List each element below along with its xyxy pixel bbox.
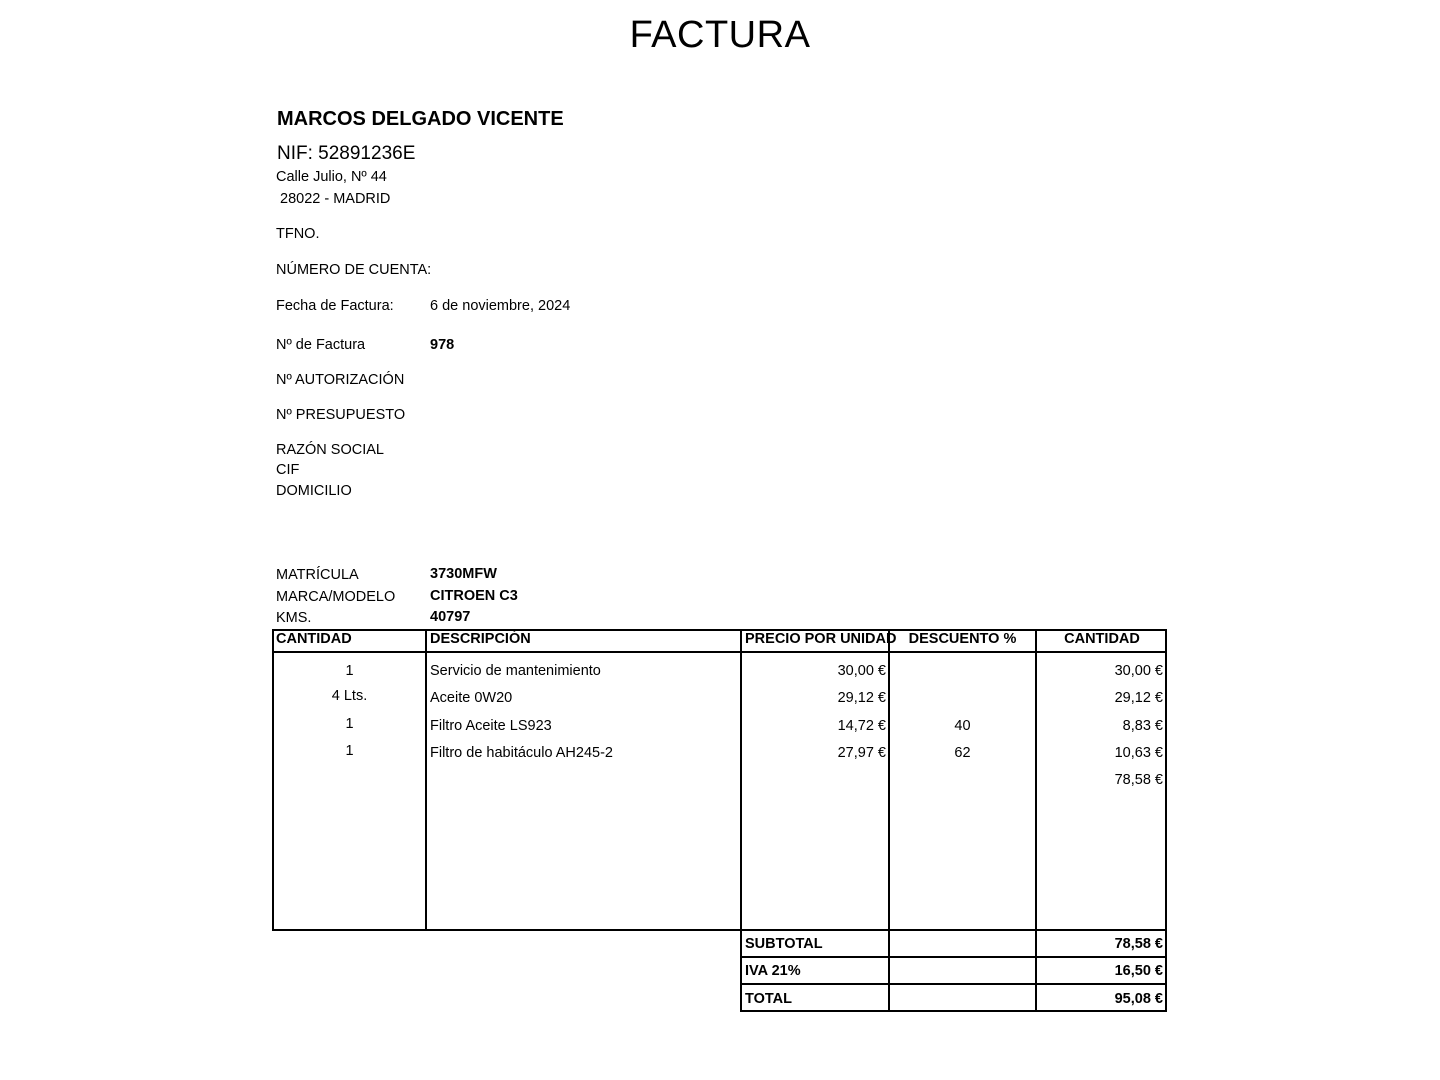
cif-label: CIF — [276, 462, 300, 478]
header-amount: CANTIDAD — [1064, 631, 1140, 647]
model-label: MARCA/MODELO — [276, 589, 396, 605]
invoice-date-label: Fecha de Factura: — [276, 298, 394, 314]
model-value: CITROEN C3 — [430, 588, 518, 604]
totals-column-divider — [888, 929, 890, 1012]
header-discount: DESCUENTO % — [908, 631, 1017, 647]
client-address-label: DOMICILIO — [276, 483, 352, 499]
header-unit-price: PRECIO POR UNIDAD — [745, 631, 897, 647]
row-quantity: 1 — [345, 663, 354, 679]
table-header-divider — [272, 651, 1167, 653]
account-label: NÚMERO DE CUENTA: — [276, 262, 432, 278]
totals-row-divider — [740, 983, 1167, 985]
vat-label: IVA 21% — [745, 963, 801, 979]
issuer-address-line2: 28022 - MADRID — [280, 191, 391, 207]
row-amount: 10,63 € — [1114, 745, 1163, 761]
authorization-label: Nº AUTORIZACIÓN — [276, 372, 405, 388]
total-label: TOTAL — [745, 991, 792, 1007]
plate-label: MATRÍCULA — [276, 567, 359, 583]
row-discount: 40 — [954, 718, 971, 734]
row-quantity: 4 Lts. — [331, 688, 368, 704]
phone-label: TFNO. — [276, 226, 320, 242]
row-unit-price: 29,12 € — [837, 690, 886, 706]
header-quantity: CANTIDAD — [276, 631, 352, 647]
table-column-divider — [888, 629, 890, 931]
row-amount: 29,12 € — [1114, 690, 1163, 706]
invoice-date-value: 6 de noviembre, 2024 — [430, 298, 571, 314]
row-description: Filtro de habitáculo AH245-2 — [430, 745, 613, 761]
row-quantity: 1 — [345, 716, 354, 732]
row-amount: 30,00 € — [1114, 663, 1163, 679]
vat-value: 16,50 € — [1114, 963, 1163, 979]
row-amount: 8,83 € — [1122, 718, 1163, 734]
plate-value: 3730MFW — [430, 566, 497, 582]
row-description: Filtro Aceite LS923 — [430, 718, 552, 734]
subtotal-value: 78,58 € — [1114, 936, 1163, 952]
company-label: RAZÓN SOCIAL — [276, 442, 384, 458]
issuer-address-line1: Calle Julio, Nº 44 — [276, 169, 387, 185]
totals-row-divider — [740, 956, 1167, 958]
header-description: DESCRIPCIÓN — [430, 631, 531, 647]
row-unit-price: 30,00 € — [837, 663, 886, 679]
kms-value: 40797 — [430, 609, 471, 625]
invoice-number-label: Nº de Factura — [276, 337, 366, 353]
running-total: 78,58 € — [1114, 772, 1163, 788]
row-quantity: 1 — [345, 743, 354, 759]
issuer-nif: NIF: 52891236E — [277, 143, 416, 164]
subtotal-label: SUBTOTAL — [745, 936, 823, 952]
row-description: Servicio de mantenimiento — [430, 663, 601, 679]
document-title: FACTURA — [629, 14, 811, 56]
table-column-divider — [425, 629, 427, 931]
invoice-number-value: 978 — [430, 337, 455, 353]
kms-label: KMS. — [276, 610, 312, 626]
row-description: Aceite 0W20 — [430, 690, 513, 706]
row-unit-price: 27,97 € — [837, 745, 886, 761]
issuer-name: MARCOS DELGADO VICENTE — [277, 108, 564, 130]
row-discount: 62 — [954, 745, 971, 761]
total-value: 95,08 € — [1114, 991, 1163, 1007]
budget-label: Nº PRESUPUESTO — [276, 407, 406, 423]
row-unit-price: 14,72 € — [837, 718, 886, 734]
